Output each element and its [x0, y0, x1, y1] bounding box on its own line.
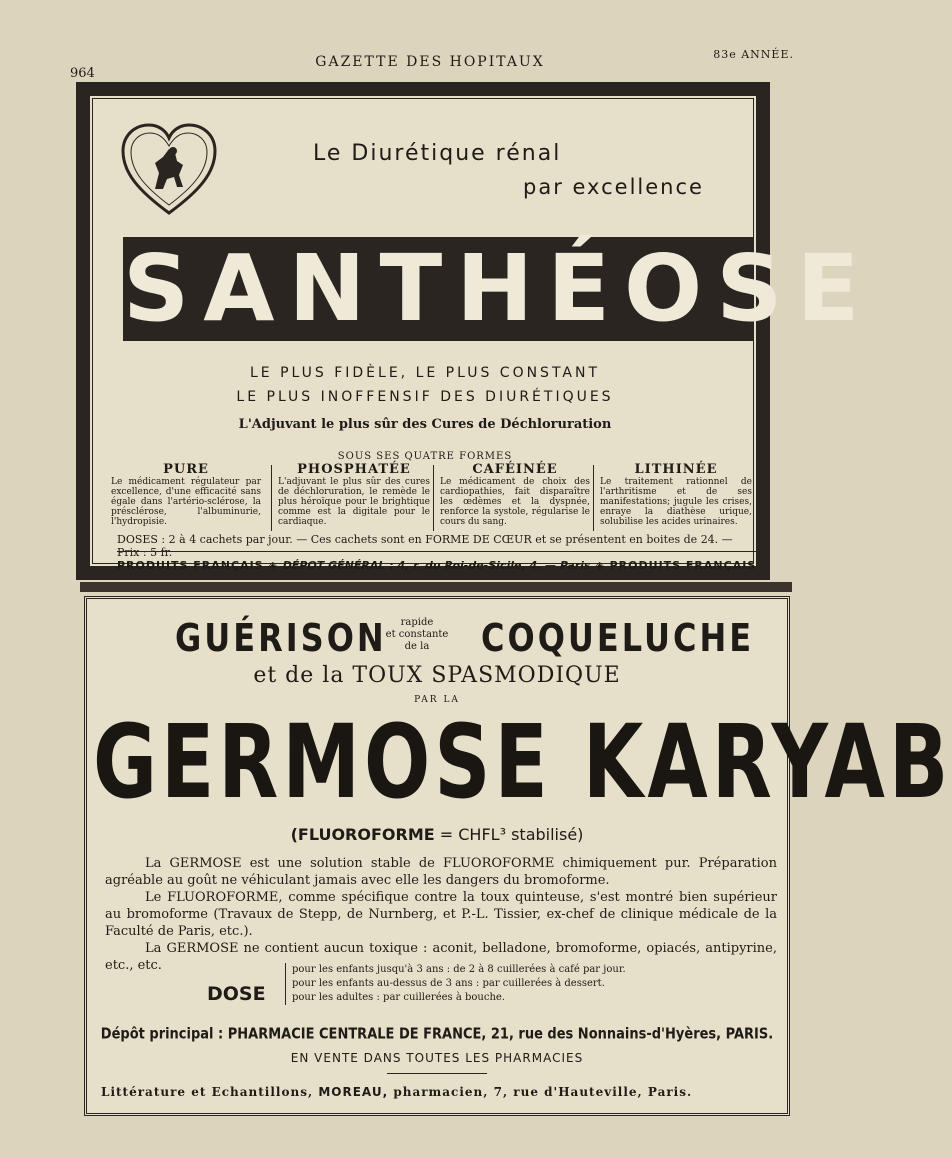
- form-lithinee: [593, 462, 752, 531]
- headline-cure: GUÉRISON: [175, 615, 387, 661]
- form-name: CAFÉINÉE: [472, 462, 558, 477]
- separator-band: [80, 582, 792, 592]
- headline-connector: [372, 617, 462, 653]
- subheadline: et de la TOUX SPASMODIQUE: [253, 663, 621, 688]
- headline-connector-line: et constante: [385, 629, 449, 640]
- description-body: [105, 855, 777, 974]
- claim-most-harmless: LE PLUS INOFFENSIF DES DIURÉTIQUES: [236, 389, 614, 405]
- formula-name: (FLUOROFORME: [290, 825, 435, 844]
- heart-logo-icon: [119, 121, 219, 221]
- headline-connector-line: de la: [404, 641, 430, 652]
- santheose-brand-banner: SANTHÉOSE: [123, 235, 874, 342]
- footer-products-right: PRODUITS FRANÇAIS: [609, 559, 757, 572]
- footer-pharmacist-address: pharmacien, 7, rue d'Hauteville, Paris.: [393, 1085, 693, 1099]
- formula-chemical: = CHFL³ stabilisé): [439, 825, 584, 844]
- germose-advertisement: [84, 596, 952, 1116]
- santheose-inner-frame: [92, 98, 874, 572]
- formula-line: [87, 825, 787, 844]
- santheose-advertisement: [76, 82, 874, 580]
- description-paragraph: La GERMOSE ne contient aucun toxique : aconit, belladone, bromoforme, opiacés, antipyrine, etc., etc.: [105, 941, 777, 973]
- dose-label: DOSE: [207, 983, 266, 1005]
- doses-line: DOSES : 2 à 4 cachets par jour. — Ces cachets sont en FORME DE CŒUR et se présentent en boites de 24. — Prix : 5 fr.: [117, 533, 733, 559]
- footer-products-left: PRODUITS FRANÇAIS: [117, 559, 264, 572]
- claim-most-faithful: LE PLUS FIDÈLE, LE PLUS CONSTANT: [249, 365, 601, 381]
- sold-in-pharmacies: EN VENTE DANS TOUTES LES PHARMACIES: [290, 1051, 584, 1065]
- depot-principal: Dépôt principal : PHARMACIE CENTRALE DE FRANCE, 21, rue des Nonnains-d'Hyères, PARIS.: [100, 1025, 774, 1044]
- form-description: Le médicament de choix des cardiopathies, fait disparaître les œdèmes et la dyspnée, renforce la systole, régularise le cours du sang.: [440, 477, 590, 527]
- par-la: PAR LA: [414, 695, 460, 705]
- form-description: Le médicament régulateur par excellence, d'une efficacité sans égale dans l'artério-sclérose, la présclérose, l'albuminurie, l'hydropisie.: [111, 477, 261, 527]
- footer-literature: Littérature et Echantillons,: [101, 1085, 314, 1099]
- form-phosphatee: [271, 462, 430, 531]
- forms-list: [111, 462, 752, 531]
- diamond-ornament-icon: ◈: [595, 559, 610, 572]
- dose-instructions: [285, 963, 626, 1005]
- claim-adjuvant: L'Adjuvant le plus sûr des Cures de Déchloruration: [238, 417, 612, 432]
- issue-year: 83e ANNÉE.: [713, 48, 794, 61]
- tagline-diuretic: Le Diurétique rénal: [313, 141, 562, 166]
- dose-line: pour les enfants au-dessus de 3 ans : par cuillerées à dessert.: [292, 978, 605, 989]
- tagline-excellence: par excellence: [523, 175, 704, 199]
- divider: [117, 551, 757, 552]
- form-pure: [111, 462, 261, 531]
- footer-depot-address: DÉPOT GÉNÉRAL : 4, r. du Roi-de-Sicile, 4. — Paris: [282, 559, 591, 572]
- form-cafeinee: [433, 462, 590, 531]
- germose-brand: GERMOSE KARYAB: [93, 704, 952, 822]
- dose-line: pour les enfants jusqu'à 3 ans : de 2 à 8 cuillerées à café par jour.: [292, 964, 626, 975]
- form-name: PHOSPHATÉE: [297, 462, 411, 477]
- forms-title: SOUS SES QUATRE FORMES: [337, 451, 513, 462]
- page-number: 964: [70, 66, 95, 81]
- page-header: [0, 0, 800, 80]
- description-paragraph: Le FLUOROFORME, comme spécifique contre la toux quinteuse, s'est montré bien supérieur au bromoforme (Travaux de Stepp, de Nurnberg, et P.-L. Tissier, ex-chef de clinique médicale de la Faculté de Paris, etc.).: [105, 890, 777, 939]
- divider: [387, 1073, 487, 1074]
- footer-pharmacist-name: MOREAU,: [318, 1085, 389, 1099]
- germose-footer: [101, 1085, 781, 1099]
- headline-disease: COQUELUCHE: [481, 615, 755, 661]
- form-description: Le traitement rationnel de l'arthritisme et de ses manifestations; jugule les crises, enraye la diathèse urique, solubilise les acides urinaires.: [600, 477, 752, 527]
- dose-line: pour les adultes : par cuillerées à bouche.: [292, 992, 505, 1003]
- santheose-footer: [117, 559, 757, 572]
- form-name: LITHINÉE: [634, 462, 718, 477]
- diamond-ornament-icon: ◈: [268, 559, 283, 572]
- description-paragraph: La GERMOSE est une solution stable de FLUOROFORME chimiquement pur. Préparation agréable au goût ne véhiculant jamais avec elle les dangers du bromoforme.: [105, 856, 777, 888]
- journal-title: GAZETTE DES HOPITAUX: [315, 54, 545, 70]
- headline-connector-line: rapide: [400, 617, 434, 628]
- form-description: L'adjuvant le plus sûr des cures de déchloruration, le remède le plus héroïque pour le brightique comme est la digitale pour le cardiaque.: [278, 477, 430, 527]
- form-name: PURE: [163, 462, 209, 477]
